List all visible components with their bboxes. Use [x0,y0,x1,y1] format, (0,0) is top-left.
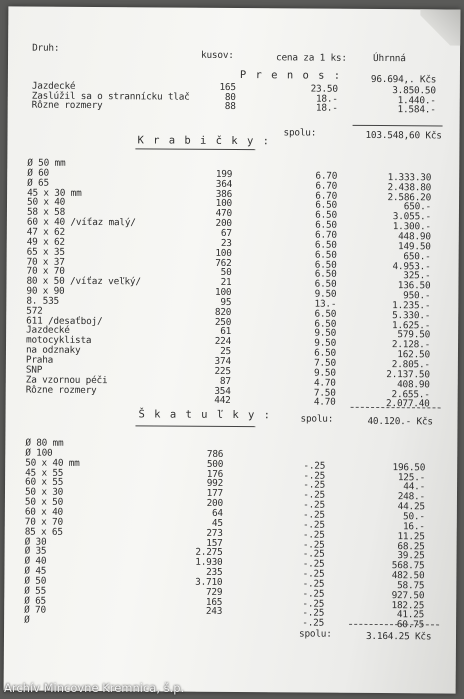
sec2-row-name: 50 x 50 [24,496,64,508]
sec1-row-qty: 224 [214,336,232,348]
sec2-row-name: Ø 70 [24,604,46,617]
sec2-row-sum: 196.50 [392,461,426,474]
sec2-row-name: Ø 50 [24,575,47,587]
sec2-row-qty: 786 [206,448,224,460]
sec2-row-sum: 44.- [403,481,426,493]
sec1-row-name: Za vzornou péči [25,374,108,386]
sec1-row-sum: 408.90 [397,378,430,391]
sec1-row-sum: 325.- [403,270,431,282]
sec1-row-qty: 364 [215,178,233,190]
sec2-row-price: -.25 [302,568,325,580]
sec2-row-name: 50 x 30 [24,486,64,499]
sec1-row-qty: 100 [215,198,233,210]
sec1-row-price: 6.70 [315,170,338,182]
sec2-row-sum: 16.- [402,520,425,533]
sec1-row-price: 6.50 [314,347,337,359]
sec2-row-name: 45 x 55 [25,467,64,479]
sec1-row-name: Praha [25,354,54,366]
prenos-row-qty: 80 [224,91,236,103]
sec2-row-sum: 60.75 [396,619,425,631]
sec2-row-name: 60 x 55 [25,476,64,489]
sec1-row-name: 50 x 40 [26,196,66,209]
sec2-row-price: -.25 [302,617,325,629]
sec1-row-price: 6.50 [315,209,337,221]
sec1-row-qty: 61 [220,326,232,338]
sec2-row-sum: 482.50 [391,570,425,582]
sec1-row-price: 6.50 [314,249,337,261]
sec1-row-name: 90 x 90 [26,285,65,297]
sec1-row-qty: 820 [214,306,232,318]
sec2-row-qty: 64 [211,507,223,519]
sec1-row-price: 6.50 [314,278,337,290]
sec1-row-qty: 87 [219,375,231,387]
sec1-row-name: Ø 60 [27,167,50,179]
sec1-row-price: 6.50 [314,239,337,251]
sec2-row-price: -.25 [302,519,325,531]
sec2-row-name: 50 x 40 mm [25,457,80,469]
prenos-row-name: Zaslúžil sa o strannícku tlač [31,90,190,103]
sec2-row-sum: 58.75 [397,580,425,592]
sec1-row-price: 7.50 [313,387,336,399]
sec1-row-sum: 2.438.80 [387,181,432,194]
sec2-row-price: -.25 [303,460,326,472]
sec1-row-sum: 650.- [403,201,432,213]
sec1-row-price: 6.70 [315,180,338,192]
sec1-row-price: 9.50 [314,367,336,379]
sec1-row-price: 9.50 [314,337,337,350]
prenos-row-sum: 1.584.- [397,104,436,116]
sec1-row-price: 4.70 [313,377,336,389]
section-krabicky-spolu-value: 103.548,60 Kčs [365,129,442,142]
sec1-row-qty: 50 [220,267,232,279]
sec1-row-price: 6.50 [314,268,337,281]
sec2-row-price: -.25 [303,489,326,501]
sec2-row-name: Ø 45 [24,565,47,577]
sec2-row-price: -.25 [302,529,325,541]
sec1-row-qty: 200 [215,217,232,230]
sec2-row-sum: 50.- [403,511,425,523]
sec1-row-sum: 2.586.20 [387,191,432,203]
sec1-row-sum: 2.805.- [391,359,430,371]
sec2-row-price: -.25 [303,470,326,482]
sec1-row-name: motocyklista [26,334,92,347]
sec1-row-name: 611 /desaťboj/ [26,315,103,327]
sec2-row-qty: 729 [205,586,223,598]
sec1-row-name: 65 x 35 [26,246,65,258]
sec1-row-sum: 448.90 [398,231,431,243]
sec1-row-name: 45 x 30 mm [27,187,82,199]
sec2-row-qty: 243 [205,606,223,618]
sec1-row-name: 8. 535 [26,295,60,307]
section-krabicky-spolu-label: spolu: [283,127,317,139]
sec1-row-sum: 1.235.- [392,300,431,312]
sec2-row-price: -.25 [302,558,325,570]
sec1-row-qty: 386 [215,188,233,200]
sec2-row-price: -.25 [302,538,325,551]
sec1-row-qty: 23 [220,237,232,249]
sec1-row-price: 6.70 [314,229,337,241]
sec2-row-qty: 176 [206,468,224,480]
sec1-row-price: 7.50 [314,357,336,369]
sec1-row-name: Ø 65 [27,177,49,189]
sec2-row-name: 85 x 65 [24,526,63,538]
sec1-row-sum: 1.300.- [392,221,431,233]
sec1-row-qty: 374 [214,355,231,367]
sec1-row-price: 6.70 [315,190,338,202]
sec1-row-price: 6.50 [315,199,338,212]
sec2-row-sum: 11.25 [397,530,425,542]
sec1-row-sum: 2.655.- [391,388,430,400]
section-skatulky-title: Š k a t u ľ k y : [138,408,272,422]
sec2-row-name: Ø 40 [24,555,47,567]
sec2-row-qty: 3.710 [195,576,223,588]
sec2-row-qty: 500 [206,458,224,470]
prenos-row-name: Jazdecké [31,80,76,92]
header-kusov: kusov: [201,49,234,62]
sec2-row-price: -.25 [302,607,325,620]
sec2-row-qty: 235 [206,566,223,578]
sec1-row-price: 6.50 [314,318,337,330]
sec2-row-qty: 273 [206,527,223,539]
sec2-row-sum: 68.25 [397,540,425,552]
sec2-row-name: Ø 100 [25,447,53,459]
prenos-row-sum: 1.440.- [397,94,436,106]
section-skatulky-spolu-value: 40.120.- Kčs [367,415,433,428]
sec1-row-name: 58 x 58 [26,206,66,219]
prenos-row-sum: 3.850.50 [392,85,436,97]
sec2-row-price: -.25 [303,479,326,492]
sec1-row-qty: 67 [220,227,232,239]
sec1-row-name: 47 x 62 [26,226,65,238]
sec1-row-sum: 5.330.- [392,309,431,322]
sec1-row-sum: 650.- [403,250,431,263]
section-krabicky-title: K r a b i č k y : [137,134,271,148]
sec1-row-sum: 2.077.40 [386,398,430,410]
sec1-row-qty: 21 [220,277,232,289]
sec1-row-qty: 762 [215,257,232,269]
sec1-row-name: 70 x 70 [26,265,65,278]
sec2-row-sum: 41.25 [396,609,425,621]
sec2-row-name: 60 x 40 [24,506,64,518]
prenos-label: P r e n o s : [239,69,342,82]
sec1-row-price: 6.50 [315,219,337,231]
sec1-row-qty: 442 [214,395,231,407]
document-page [4,6,461,693]
sec2-row-sum: 182.25 [391,599,425,611]
sec1-row-qty: 250 [214,316,232,328]
sec1-row-name: 70 x 37 [26,256,65,268]
sec2-row-sum: 568.75 [391,560,425,572]
skatulky-total-label: spolu: [298,628,332,640]
sec2-row-sum: 125.- [397,471,426,483]
sec1-row-qty: 225 [214,365,231,377]
sec1-row-sum: 136.50 [397,280,431,292]
sec1-row-name: Rôzne rozmery [25,384,97,396]
sec2-row-name: 70 x 70 [24,516,63,528]
sec1-row-sum: 149.50 [398,240,431,253]
prenos-row-price: 23.50 [310,83,338,95]
sec2-row-name: Ø 80 mm [25,437,64,449]
sec1-row-price: 9.50 [314,288,337,300]
sec2-row-price: -.25 [302,578,325,590]
sec2-row-sum: 927.50 [391,589,425,602]
sec1-row-qty: 470 [215,208,232,220]
skatulky-total-line [349,624,439,626]
sec1-row-name: 60 x 40 /víťaz malý/ [26,216,136,229]
sec1-row-price: 6.50 [314,308,337,320]
sec1-row-name: SNP [25,364,43,376]
archive-watermark: Archív Mincovne Kremnica, š.p. [4,681,185,695]
sec2-row-sum: 39.25 [397,550,425,562]
sec1-row-qty: 95 [220,296,232,308]
sec2-row-sum: 44.25 [397,501,425,513]
sec2-row-name: Ø [24,614,30,626]
sec1-row-price: 9.50 [314,328,337,340]
section-skatulky-spolu-label: spolu: [300,413,334,425]
sec1-row-price: 4.70 [313,396,336,409]
sec2-row-qty: 992 [206,478,224,490]
sec1-row-qty: 25 [220,346,232,358]
sec1-row-name: 49 x 62 [26,236,65,248]
sec1-row-name: Jazdecké [26,324,70,337]
sec2-row-price: -.25 [303,509,325,521]
sec1-row-sum: 3.055.- [392,211,431,223]
sec1-row-price: 6.50 [314,259,337,271]
sec2-row-qty: 45 [211,517,223,529]
sec1-row-name: Ø 50 mm [27,157,66,169]
sec1-row-qty: 100 [215,286,232,299]
prenos-row-qty: 88 [224,100,236,113]
sec1-row-qty: 354 [214,385,231,397]
sec1-row-sum: 1.625.- [392,319,431,331]
sec2-row-qty: 177 [206,488,224,500]
sec1-row-qty: 199 [215,168,233,180]
skatulky-total-value: 3.164.25 Kčs [365,630,432,643]
header-druh: Druh: [32,42,60,54]
sec1-row-sum: 4.953.- [392,260,431,272]
sec1-row-qty: 100 [215,247,232,259]
section-skatulky-underline [135,425,255,427]
sec1-row-sum: 2.137.50 [386,368,430,381]
sec2-row-name: Ø 35 [24,545,47,558]
prenos-row-name: Rôzne rozmery [31,99,103,112]
section-krabicky-underline [135,148,255,150]
sec2-row-qty: 157 [206,537,223,549]
header-uhrnna: Úhrnná [373,52,406,65]
sec1-row-name: na odznaky [25,344,81,357]
header-cena: cena za 1 ks: [276,52,347,64]
sec2-row-sum: 248.- [397,491,426,503]
sec1-row-price: 13.- [314,298,337,310]
prenos-underline [353,125,443,127]
sec2-row-price: -.25 [302,598,325,610]
prenos-total: 96.694,. Kčs [370,73,437,86]
sec2-row-qty: 165 [205,596,223,608]
sec1-row-sum: 2.128.- [391,339,431,351]
prenos-row-qty: 165 [219,81,236,94]
sec2-row-qty: 1.930 [195,556,223,569]
sec2-row-name: Ø 30 [24,536,47,548]
sec1-row-sum: 579.50 [397,329,431,341]
sec1-row-sum: 950.- [403,290,431,302]
sec2-row-price: -.25 [303,499,325,511]
sec2-row-price: -.25 [302,588,325,600]
sec1-row-sum: 162.50 [397,349,431,361]
sec1-row-name: 572 [26,305,43,317]
sec1-row-sum: 1.333.30 [387,171,432,184]
sec2-row-qty: 200 [206,497,223,510]
sec2-row-name: Ø 55 [24,585,47,597]
sec2-row-qty: 2.275 [195,547,223,559]
sec2-row-price: -.25 [302,548,325,560]
prenos-row-price: 18.- [315,93,338,105]
sec2-row-name: Ø 65 [24,595,47,607]
folded-corner [420,9,460,45]
prenos-row-price: 18.- [315,102,338,114]
sec1-row-name: 80 x 50 /víťaz veľký/ [26,275,141,288]
